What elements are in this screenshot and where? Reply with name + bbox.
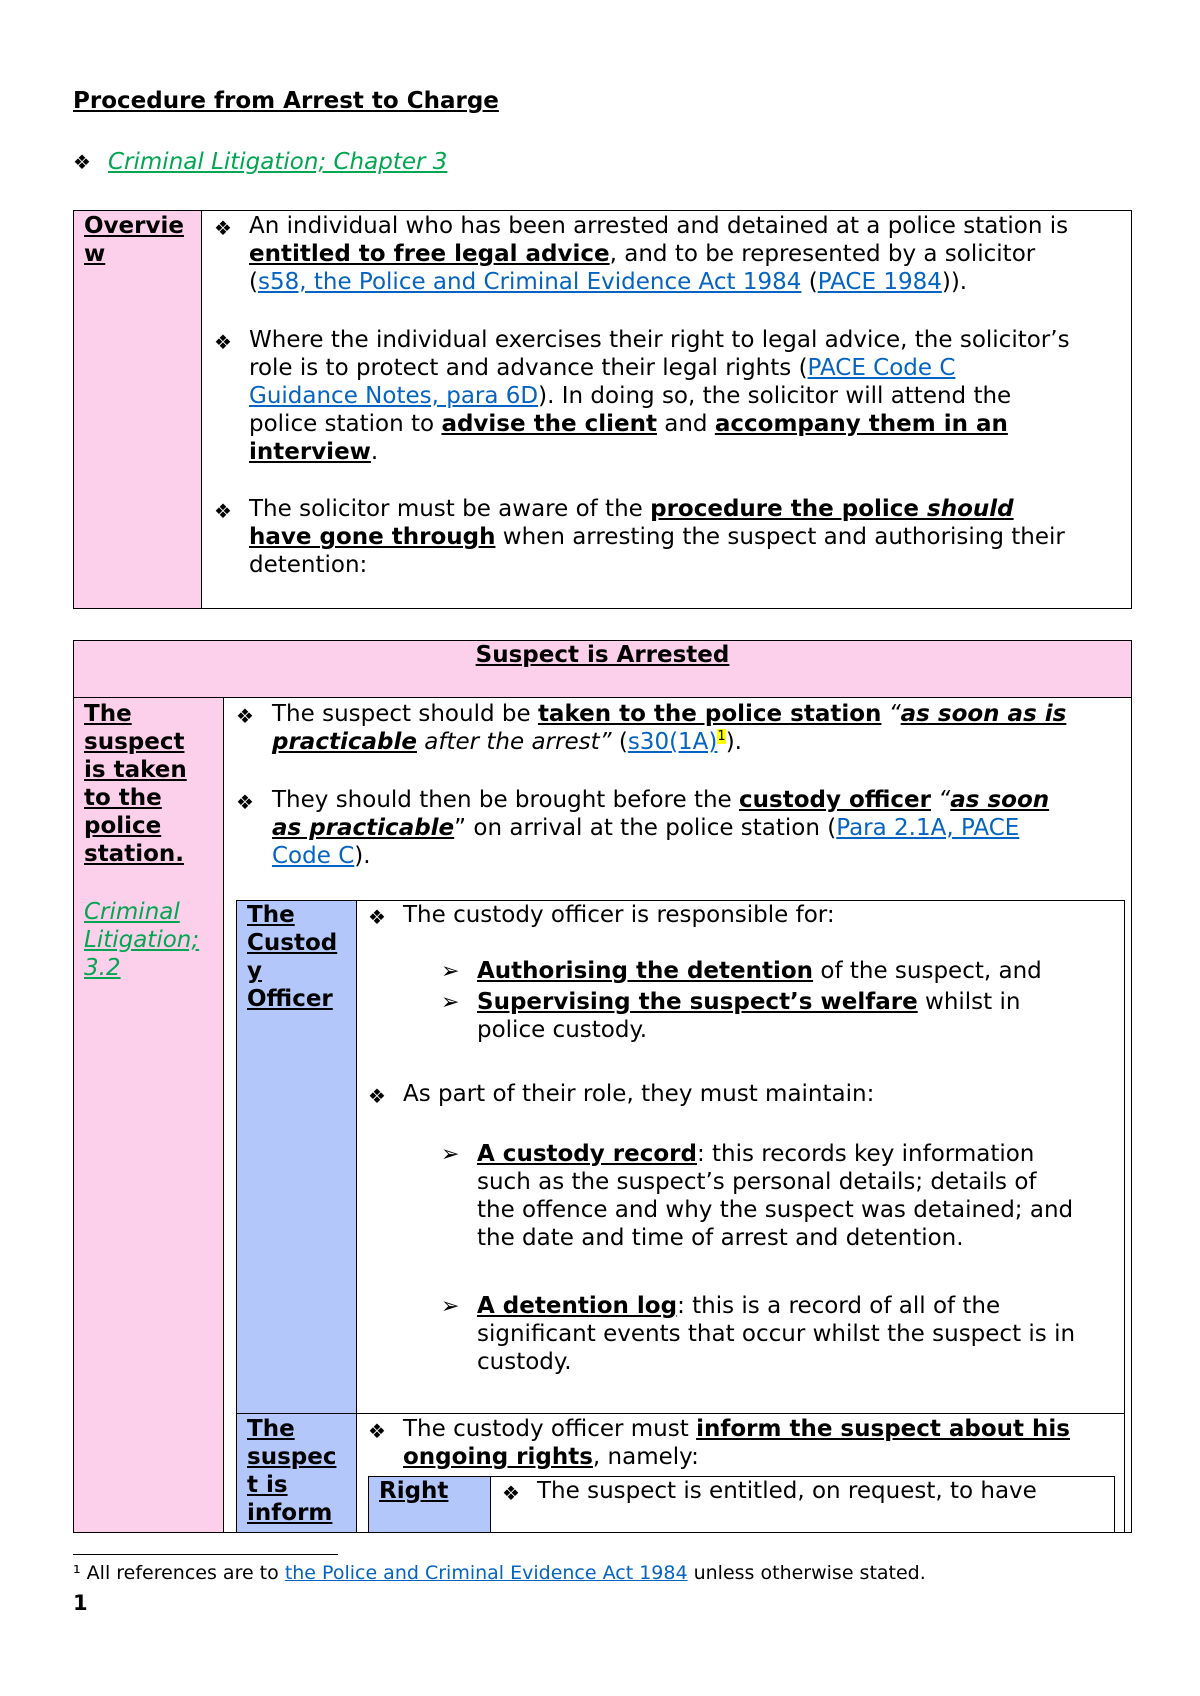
arrest-divider	[223, 697, 224, 1533]
pace-1984-link[interactable]: PACE 1984	[817, 269, 942, 295]
rights-divider	[490, 1476, 491, 1533]
right-text: The suspect is entitled, on request, to have	[537, 1478, 1037, 1504]
custody-maintain: As part of their role, they must maintain:	[403, 1081, 875, 1107]
arrest-bullet-2: They should then be brought before the custody officer “as soon as practicable” on arrival at the police station (Para 2.1A, PACE Code C).	[272, 787, 1050, 869]
diamond-bullet-icon: ❖	[368, 1084, 386, 1108]
overview-label: Overvie w	[84, 213, 184, 267]
informed-paragraph: The custody officer must inform the suspect about his ongoing rights, namely:	[403, 1416, 1070, 1470]
arrow-bullet-icon: ➢	[441, 990, 460, 1015]
page-title: Procedure from Arrest to Charge	[73, 88, 499, 114]
s30-link[interactable]: s30(1A)	[627, 729, 718, 755]
diamond-bullet-icon: ❖	[502, 1481, 520, 1505]
custody-row-divider	[236, 1413, 1125, 1414]
arrow-bullet-icon: ➢	[441, 1294, 460, 1319]
footnote-separator	[73, 1554, 338, 1555]
arrest-heading: Suspect is Arrested	[475, 642, 730, 668]
para-2-1a-link[interactable]: Para 2.1A, PACE	[836, 815, 1020, 841]
footnote: ¹ All references are to the Police and Criminal Evidence Act 1984 unless otherwise stated.	[73, 1562, 926, 1584]
diamond-bullet-icon: ❖	[236, 704, 254, 728]
arrow-bullet-icon: ➢	[441, 1142, 460, 1167]
footnote-pace-link[interactable]: the Police and Criminal Evidence Act 1984	[284, 1562, 688, 1584]
right-label: Right	[379, 1478, 449, 1504]
diamond-bullet-icon: ❖	[236, 790, 254, 814]
overview-paragraph-3: The solicitor must be aware of the procedure the police should have gone through when arresting the suspect and authorising their detention:	[249, 496, 1065, 578]
overview-divider	[201, 210, 202, 609]
diamond-bullet-icon: ❖	[368, 905, 386, 929]
code-c-link[interactable]: Code C	[272, 843, 355, 869]
arrest-left-label: The suspect is taken to the police station.	[84, 701, 187, 867]
custody-officer-label: The Custod y Officer	[247, 902, 338, 1012]
detention-log-item: A detention log: this is a record of all of the significant events that occur whilst the suspect is in custody.	[477, 1293, 1076, 1375]
suspect-informed-label: The suspec t is inform	[247, 1416, 337, 1526]
diamond-bullet-icon: ❖	[73, 150, 91, 174]
page-number: 1	[73, 1591, 88, 1615]
chapter-reference: Criminal Litigation; Chapter 3	[108, 149, 448, 175]
footnote-marker[interactable]: 1	[717, 729, 726, 745]
s58-link[interactable]: s58, the Police and Criminal Evidence Act 1984	[257, 269, 802, 295]
overview-paragraph-1: An individual who has been arrested and detained at a police station is entitled to free legal advice, and to be represented by a solicitor (s58, the Police and Criminal Evidence Act 1984 (PACE 1984)).	[249, 213, 1069, 295]
overview-paragraph-2: Where the individual exercises their right to legal advice, the solicitor’s role is to protect and advance their legal rights (PACE Code C Guidance Notes, para 6D). In doing so, the solicitor will attend the police station to advise the client and accompany them in an interview.	[249, 327, 1070, 465]
diamond-bullet-icon: ❖	[214, 499, 232, 523]
arrest-bullet-1: The suspect should be taken to the police station “as soon as is practicable after the arrest” $(s30(1A)^1)$.	[272, 701, 1067, 755]
diamond-bullet-icon: ❖	[368, 1419, 386, 1443]
custody-intro: The custody officer is responsible for:	[403, 902, 835, 928]
criminal-litigation-reference: Criminal Litigation; 3.2	[84, 899, 200, 981]
custody-item-2: Supervising the suspect’s welfare whilst in police custody.	[477, 989, 1021, 1043]
arrow-bullet-icon: ➢	[441, 959, 460, 984]
custody-record-item: A custody record: this records key information such as the suspect’s personal details; details of the offence and why the suspect was detained; and the date and time of arrest and detention.	[477, 1141, 1074, 1251]
diamond-bullet-icon: ❖	[214, 216, 232, 240]
pace-code-c-link[interactable]: PACE Code C	[807, 355, 956, 381]
custody-divider	[356, 900, 357, 1533]
custody-item-1: Authorising the detention of the suspect, and	[477, 958, 1042, 984]
guidance-notes-link[interactable]: Guidance Notes, para 6D	[249, 383, 539, 409]
diamond-bullet-icon: ❖	[214, 330, 232, 354]
